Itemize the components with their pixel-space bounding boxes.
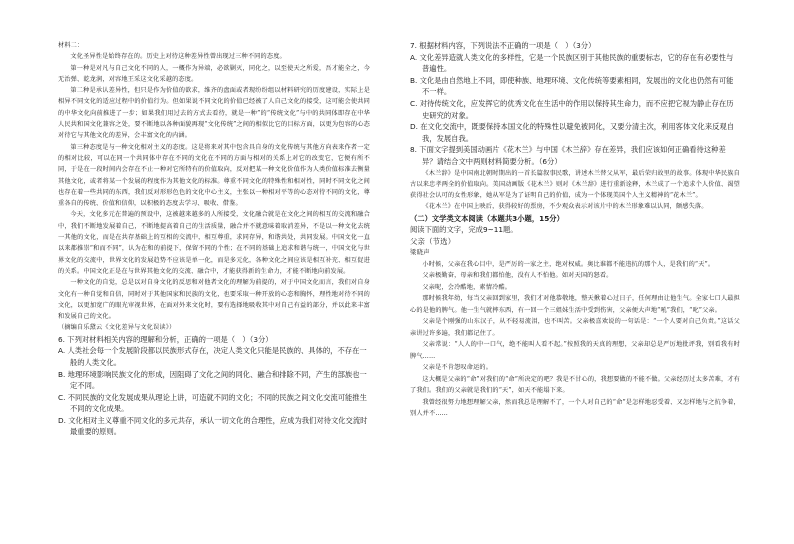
material-label: 材料二： <box>58 42 84 49</box>
passage-paragraph: 《花木兰》在中国上映后，获得较好的票房，不少观众表示对该片中的木兰形象难以认同，颇感失落。 <box>422 203 708 211</box>
question-6-stem: 6. 下列对材料相关内容的理解和分析，正确的一项是（ ）（3分） <box>58 334 273 344</box>
question-7-stem: 7. 根据材料内容，下列说法不正确的一项是（ ）（3分） <box>410 41 596 50</box>
story-paragraph: 父亲极勤奋，母亲和我们都怕他，没有人不怕他。如对天国的怒看。 <box>422 272 613 280</box>
story-paragraph: 那时候我年幼，每当父亲回到家里，我们才对他恭敬地，整天揪着心过日子，任何理由让他生气。全家七口人最担心的是他的脾气。他一生气就摔东西，有一回一个三姐妹生活中受到伤害，父亲便大声地“吼”我们，“叱”父亲。 <box>410 295 740 314</box>
passage-paragraph: 《木兰辞》是中国南北朝时期出的一首长篇叙事民歌，讲述木兰替父从军，最后荣归故里的故事。体现中华民族自古以来忠孝两全的价值取向。美国动画版《花木兰》则对《木兰辞》进行重新诠释，木兰成了一个追求个人价值、渴望获得社会认可的女性形象，她从军是为了证明自己的价值，成为一个体现美国个人主义精神的“花木兰”。 <box>410 169 740 200</box>
question-8-stem: 8. 下面文字提到美国动画片《花木兰》与中国《木兰辞》存在差异，我们应该如何正确看待这种差异？请结合文中两则材料简要分析。（6分） <box>410 145 726 166</box>
material-paragraph: 第三种态度是与一种文化相对主义的态度。这是将来对其中包含具自身的文化传统与其他方向表来作者一定的相对比较，可以在同一个共同体中存在不同的文化在不同的方面与相对的关系上对它的改变它，它便有所不同，于是在一段时间内会存在不止一种对它所特有的价值取向，反对把某一种文化价值作为人类价值标准去衡量其他文化，或者将某一个发展的程度作为其他文化的标准。尊重不同文化的特殊性和相对性，同时不同文化之间也存在着一些共同的东西，我们反对形形色色的文化中心主义，主张以一种相对平等的心态对待不同的文化，尊重各自的传统、价值和信仰，以积极的态度去学习、吸收、借鉴。 <box>58 143 370 208</box>
question-6-option-b[interactable]: B. 地理环境影响民族文化的形成，因阻碍了文化之间的同化、融合和排除不同，产生的部族也一定不同。 <box>58 369 367 391</box>
story-paragraph: 父亲是不肯怨叹命运的。 <box>422 364 493 372</box>
question-6-option-c[interactable]: C. 不同民族的文化发展成果从理论上讲，可造就不同的文化；不同的民族之间文化交流可能推生不同的文化成果。 <box>58 392 367 414</box>
story-text <box>410 236 740 420</box>
section-heading: （二）文学类文本阅读（本题共3小题，15分） <box>410 213 564 223</box>
question-7-option-b[interactable]: B. 文化是由自然地上不同，即使种族、地理环境、文化传统等要素相同，发展出的文化也仍然有可能不一样。 <box>410 75 734 97</box>
question-7 <box>410 40 740 144</box>
question-8-passage <box>410 168 740 213</box>
question-6-option-d[interactable]: D. 文化相对主义尊重不同文化的多元共存，承认一切文化的合理性，应成为我们对待文化交流时最重要的原则。 <box>58 415 368 437</box>
question-7-option-c[interactable]: C. 对待传统文化，应发挥它的优秀文化在生活中的作用以保持其生命力，而不应把它视为静止存在历史研究的对象。 <box>410 98 734 120</box>
material-paragraph: 今天，文化多元在普遍的预设中，这被越来越多的人所接受，文化融合就是在文化之间的相互的交流和融合中，我们不断地发展着自己，不断地提高着自己的生活质量，融合并不就意味着取消差异，不是以一种文化去统一其他的文化，而是在共存基础上的互相的交流中，相互尊重，求同存异，和谐共处，共同发展。中国文化一直以来都推崇“和而不同”，认为在和的前提下，保留不同的个性；在不同的基础上追求和谐与统一，中国文化与世界文化的交流中，世界文化的发展趋势不应该是单一化，而是多元化，各种文化之间应该是相互补充、相互促进的关系。中国文化正是在与世界其他文化的交流、融合中，才能获得新的生命力，才能不断地向前发展。 <box>58 211 370 275</box>
section-instruction: 阅读下面的文字，完成9~11题。 <box>410 225 518 235</box>
story-title: 父亲（节选） <box>410 236 456 246</box>
material-paragraph: 第一种是对凡与自己文化不同的人，一概作为异端，必欲剿灭，同化之，以至使天之所爱，吾才能全之，今无治弹、乾龙润，对容地王采这文化采越的态度。 <box>58 64 370 83</box>
story-paragraph: 父亲常说：“人人的中一口气，绝不能叫人看不起。”按照我的天真的理想，父亲却总是严厉地批评我，别看我有时脾气…… <box>410 341 740 360</box>
question-6-option-a[interactable]: A. 人类社会每一个发展阶段都以民族形式存在，决定人类文化只能是民族的、具体的，不存在一般的人类文化。 <box>58 346 367 367</box>
story-paragraph: 小时候，父亲在我心目中，是严厉的一家之主，绝对权威。奥比谁都不能违抗的那个人，是我们的“天”。 <box>422 260 715 268</box>
story-paragraph: 我曾经很努力地想理解父亲，然而我总是理解不了，一个人对自己的“命”是怎样地忍受着、又怎样地与之抗争着，别人并不…… <box>410 398 740 418</box>
story-paragraph: 父亲是个刚强的山东汉子，从不轻易流泪，也不叫苦。父亲极喜欢说的一句话是：“一个人要对自己负责。”这话父亲讲过许多遍，我们都记住了。 <box>410 318 740 337</box>
material-paragraph: 一种文化的自觉，总是以对自身文化的反思和对他者文化的理解为前提的，对于中国文化而言，我们对自身文化有一种自觉和自信，同时对于其他国家和民族的文化，也要采取一种开放的心态和胸怀，理性地对待不同的文化，以更加宽广的眼光审视世界，在面对外来文化时，要有选择地吸收其中对自己有益的部分，并以此来丰富和发展自己的文化。 <box>58 279 370 321</box>
material-two-text <box>58 40 370 334</box>
left-column <box>58 40 370 438</box>
material-source: （摘编自乐黛云《文化差异与文化误读》） <box>58 324 176 332</box>
question-6 <box>58 334 370 438</box>
question-7-option-d[interactable]: D. 在文化交流中，既要保持本国文化的特殊性以避免被同化，又要分清主次，利用客体文化来反观自我，发展自我。 <box>410 122 735 143</box>
question-8 <box>410 144 740 167</box>
section-two-header <box>410 213 740 236</box>
story-paragraph: 父亲呢，会冷酷地，素情冷酷。 <box>422 283 512 291</box>
right-column <box>410 40 740 420</box>
story-paragraph: 这大概是父亲的“命”对我们的“命”所决定的吧？我是不甘心的，我想要做的不能不做。父亲经历过太多苦难，才有了我们。我们的父亲就是我们的“天”，如天不能塌下来。 <box>410 375 740 395</box>
story-author: 梁晓声 <box>410 248 430 257</box>
material-paragraph: 文化圣异性是始终存在的。历史上对待这种差异性曾出现过三种不同的态度。 <box>70 53 286 61</box>
material-paragraph: 第二种是承认差异性，但只是作为价值的欲求，维齐的盘面或者现纷纷组以材料研究的历度建设，实际上是相异不同文化的适应过程中的价值行为。但如果说不同文化的价值已经被了人自己文化的接受，这可能会使共同的中华文化向前推进了一步；如果我们用过去的方式去看待，就是一种”的“传统文化”与中的共同体即存在中华人民共和国文化兼容之处，要不断地以各种面貌再现“文化传统”之间的相似比它的目标方面，以更为包容的心态对待它与其他文化的差异，会丰富文化的内涵。 <box>58 87 370 140</box>
question-7-option-a[interactable]: A. 文化差异造就人类文化的多样性，它是一个民族区别于其他民族的重要标志，它的存在有必要性与普遍性。 <box>410 52 734 74</box>
